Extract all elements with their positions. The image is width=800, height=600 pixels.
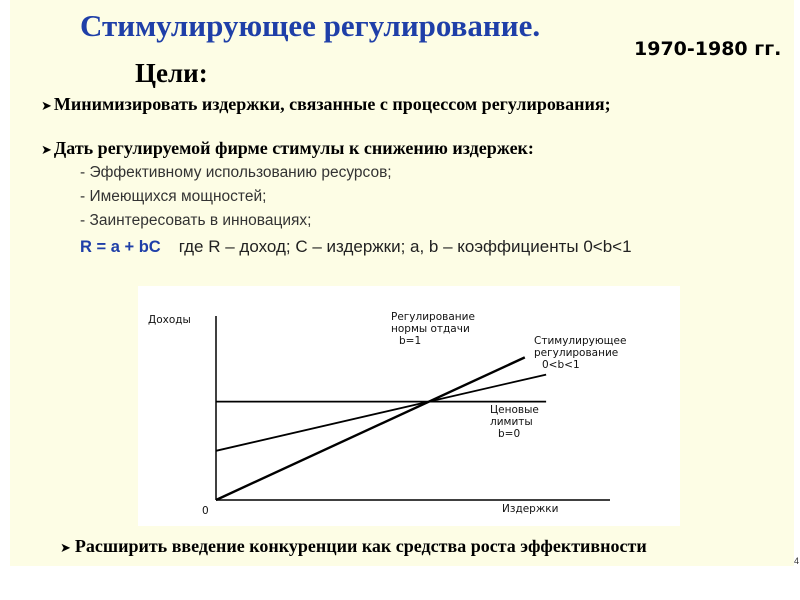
- bullet-arrow-icon: ➤: [60, 541, 71, 556]
- bullet-arrow-icon: ➤: [41, 99, 52, 114]
- regulation-chart: [138, 286, 680, 526]
- sub-item-capacities: - Имеющихся мощностей;: [80, 188, 267, 205]
- years-label: 1970-1980 гг.: [634, 38, 782, 60]
- series-label-1: Регулирование нормы отдачи b=1: [391, 311, 475, 347]
- series-line-1: [216, 357, 525, 500]
- bullet-incentives: [41, 138, 534, 159]
- formula: R = a + bC: [80, 238, 161, 256]
- page-number: 4: [794, 556, 800, 566]
- bullet-minimize-costs: [41, 94, 611, 115]
- sub-item-innovations: - Заинтересовать в инновациях;: [80, 212, 312, 229]
- goals-heading: Цели:: [135, 58, 208, 88]
- formula-line: [80, 236, 632, 257]
- slide-title: Стимулирующее регулирование.: [80, 8, 541, 43]
- y-axis-label: Доходы: [148, 314, 191, 326]
- chart-panel: [138, 286, 680, 526]
- bullet-arrow-icon: ➤: [41, 143, 52, 158]
- bullet-text: Минимизировать издержки, связанные с процессом регулирования;: [53, 94, 611, 114]
- formula-description: где R – доход; C – издержки; a, b – коэффициенты 0<b<1: [178, 237, 632, 256]
- bullet-text: Расширить введение конкуренции как средства роста эффективности: [74, 536, 647, 556]
- series-label-2: Стимулирующее регулирование 0<b<1: [534, 335, 627, 371]
- bullet-competition: [60, 536, 647, 557]
- bullet-text: Дать регулируемой фирме стимулы к снижению издержек:: [53, 138, 534, 158]
- origin-label: 0: [202, 505, 209, 517]
- sub-item-resources: - Эффективному использованию ресурсов;: [80, 164, 392, 181]
- series-label-3: Ценовые лимиты b=0: [490, 404, 539, 440]
- x-axis-label: Издержки: [502, 503, 559, 515]
